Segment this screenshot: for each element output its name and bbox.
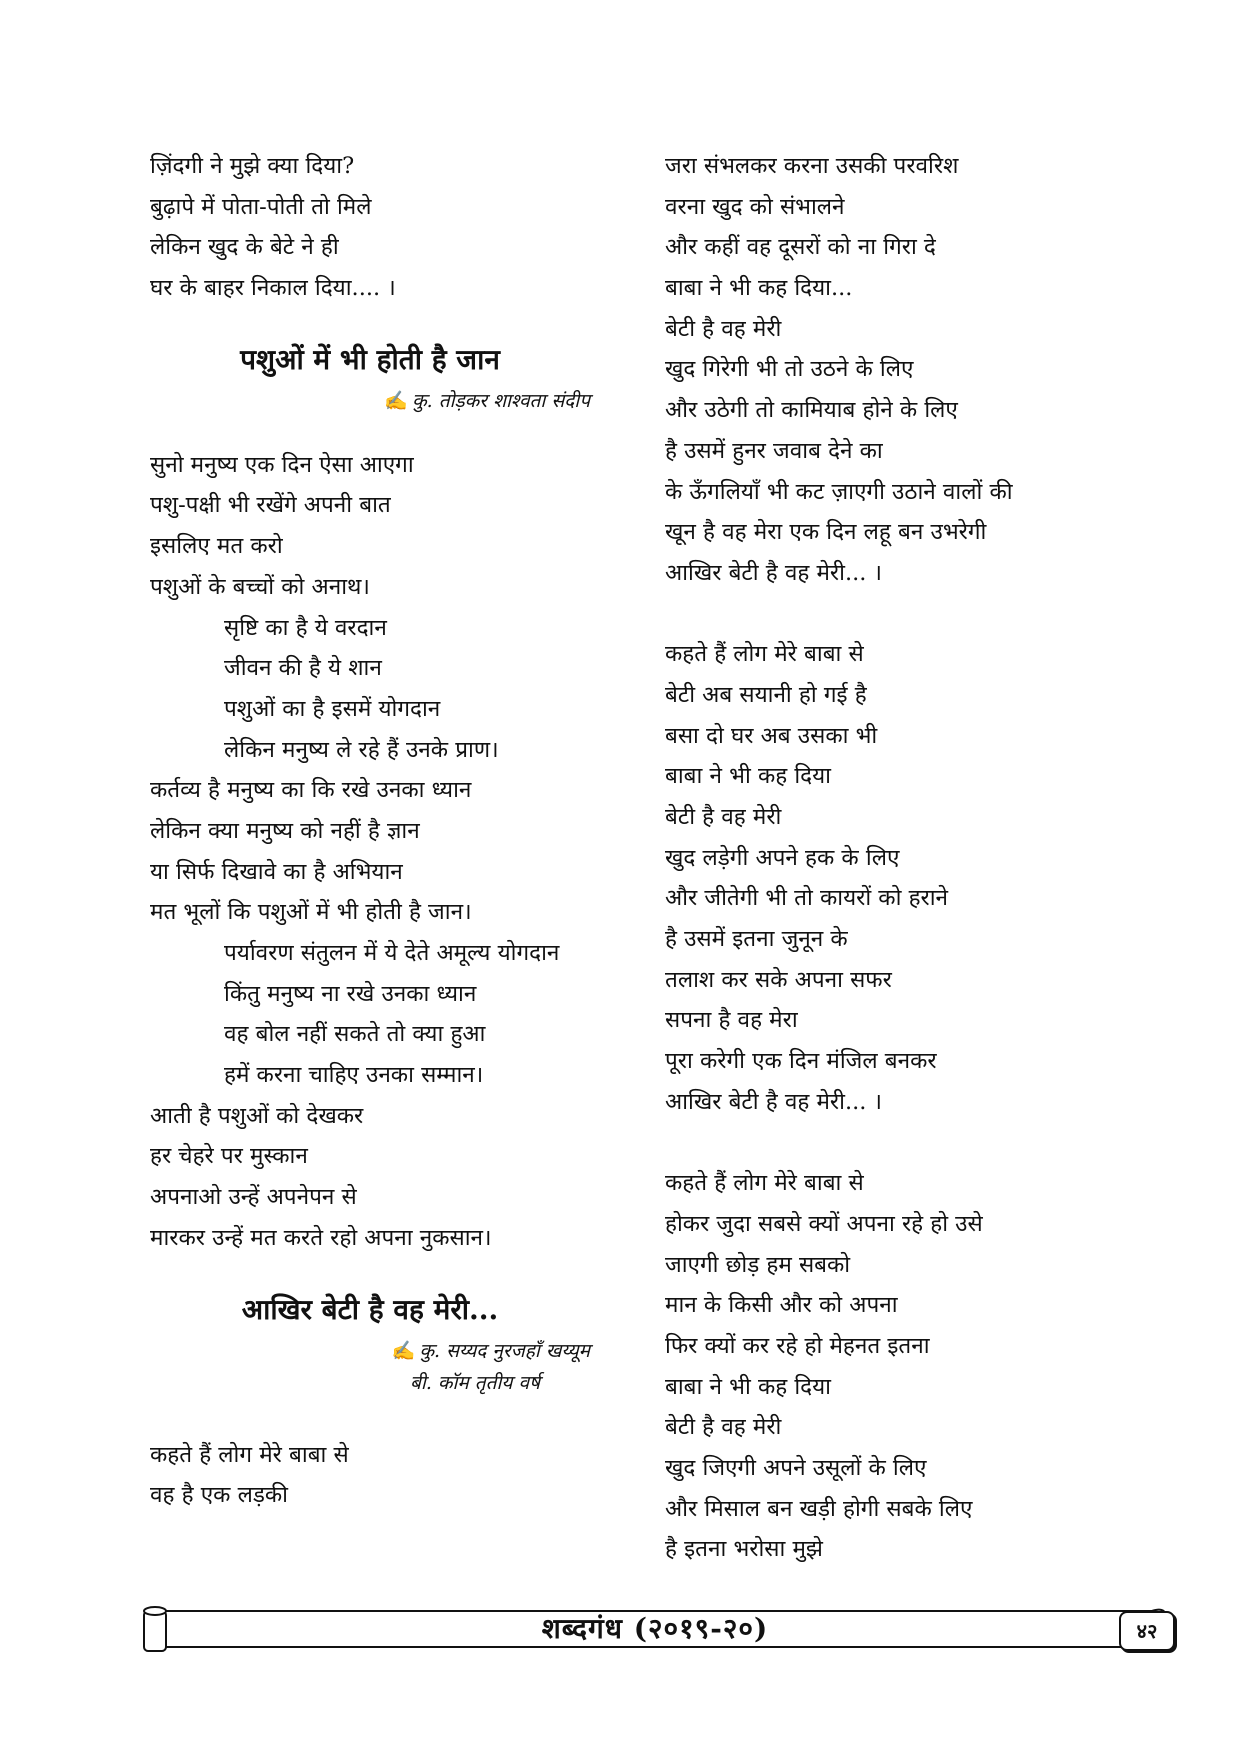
poem-line: हर चेहरे पर मुस्कान xyxy=(150,1143,308,1170)
poem-line: कर्तव्य है मनुष्य का कि रखे उनका ध्यान xyxy=(150,777,472,804)
poem-line: सृष्टि का है ये वरदान xyxy=(224,614,387,641)
poem-line: मान के किसी और को अपना xyxy=(665,1292,898,1319)
page-number: ४२ xyxy=(1119,1611,1175,1651)
poem-line: जरा संभलकर करना उसकी परवरिश xyxy=(665,153,959,179)
poem-line: बसा दो घर अब उसका भी xyxy=(665,722,878,749)
poem-line: आखिर बेटी है वह मेरी... । xyxy=(665,559,883,586)
poem-line: पशुओं का है इसमें योगदान xyxy=(224,695,441,722)
poem2-author-name: कु. सय्यद नुरजहाँ खय्यूम xyxy=(419,1339,590,1362)
poem1-author xyxy=(150,385,590,417)
stanza-2 xyxy=(665,634,1085,1122)
poem-line: और जीतेगी भी तो कायरों को हराने xyxy=(665,885,949,912)
poem-line: खुद गिरेगी भी तो उठने के लिए xyxy=(665,356,914,383)
poem-line: आती है पशुओं को देखकर xyxy=(150,1102,364,1129)
poem-line: पशुओं के बच्चों को अनाथ। xyxy=(150,573,370,600)
poem-line: हमें करना चाहिए उनका सम्मान। xyxy=(224,1062,484,1089)
poem-line: और मिसाल बन खड़ी होगी सबके लिए xyxy=(665,1495,973,1522)
poem1-body xyxy=(150,445,650,1259)
poem2-class: बी. कॉम तृतीय वर्ष xyxy=(410,1371,540,1394)
poem-line: वरना खुद को संभालने xyxy=(665,193,845,220)
poem-line: सपना है वह मेरा xyxy=(665,1007,798,1034)
poem-line: कहते हैं लोग मेरे बाबा से xyxy=(150,1441,349,1468)
poem-line: अपनाओ उन्हें अपनेपन से xyxy=(150,1184,357,1211)
poem-line: ज़िंदगी ने मुझे क्या दिया? xyxy=(150,153,355,179)
poem-line: आखिर बेटी है वह मेरी... । xyxy=(665,1088,883,1115)
poem-line: होकर जुदा सबसे क्यों अपना रहे हो उसे xyxy=(665,1210,983,1237)
poem2-body-start xyxy=(150,1435,650,1516)
poem-line: जाएगी छोड़ हम सबको xyxy=(665,1251,851,1278)
poem-line: मत भूलों कि पशुओं में भी होती है जान। xyxy=(150,899,472,926)
footer-banner xyxy=(140,1605,1170,1653)
poem-line: है उसमें हुनर जवाब देने का xyxy=(665,437,883,464)
poem-line: है उसमें इतना जुनून के xyxy=(665,926,848,953)
poem1-title: पशुओं में भी होती है जान xyxy=(240,342,500,376)
poem-line: घर के बाहर निकाल दिया.... । xyxy=(150,275,396,302)
poem-line: पूरा करेगी एक दिन मंजिल बनकर xyxy=(665,1048,937,1075)
poem-line: लेकिन क्या मनुष्य को नहीं है ज्ञान xyxy=(150,817,420,844)
poem-line: लेकिन खुद के बेटे ने ही xyxy=(150,234,339,261)
poem-line: कहते हैं लोग मेरे बाबा से xyxy=(665,641,864,668)
poem-line: बेटी अब सयानी हो गई है xyxy=(665,681,867,708)
poem-line: के ऊँगलियाँ भी कट ज़ाएगी उठाने वालों की xyxy=(665,478,1013,505)
poem-line: इसलिए मत करो xyxy=(150,533,283,560)
poem-line: तलाश कर सके अपना सफर xyxy=(665,966,892,993)
poem-line: है इतना भरोसा मुझे xyxy=(665,1536,823,1563)
poem-line: पशु-पक्षी भी रखेंगे अपनी बात xyxy=(150,492,391,519)
poem1-author-name: कु. तोड़कर शाश्वता संदीप xyxy=(412,389,590,412)
poem-line: और उठेगी तो कामियाब होने के लिए xyxy=(665,397,958,424)
poem-line: खुद लड़ेगी अपने हक के लिए xyxy=(665,844,900,871)
poem-line: बाबा ने भी कह दिया... xyxy=(665,275,853,302)
poem2-title: आखिर बेटी है वह मेरी... xyxy=(241,1292,499,1326)
poem-line: खून है वह मेरा एक दिन लहू बन उभरेगी xyxy=(665,519,987,546)
poem-line: पर्यावरण संतुलन में ये देते अमूल्य योगदान xyxy=(224,940,560,966)
poem-line: बाबा ने भी कह दिया xyxy=(665,763,831,790)
intro-stanza xyxy=(150,146,650,309)
pen-nib-icon: ✍ xyxy=(384,389,409,412)
right-column xyxy=(665,146,1085,1570)
poem-line: जीवन की है ये शान xyxy=(224,655,382,682)
poem-line: किंतु मनुष्य ना रखे उनका ध्यान xyxy=(224,980,477,1007)
poem2-author xyxy=(150,1335,590,1367)
left-column xyxy=(150,146,650,1516)
poem-line: या सिर्फ दिखावे का है अभियान xyxy=(150,858,403,885)
poem-line: बाबा ने भी कह दिया xyxy=(665,1373,831,1400)
poem-line: खुद जिएगी अपने उसूलों के लिए xyxy=(665,1455,927,1481)
poem-line: बेटी है वह मेरी xyxy=(665,804,782,830)
poem-line: और कहीं वह दूसरों को ना गिरा दे xyxy=(665,234,936,261)
pen-nib-icon: ✍ xyxy=(391,1339,416,1362)
publication-title: शब्दगंध (२०१९-२०) xyxy=(541,1612,769,1645)
poem-line: वह बोल नहीं सकते तो क्या हुआ xyxy=(224,1021,486,1048)
poem-line: बेटी है वह मेरी xyxy=(665,1414,782,1441)
poem-line: लेकिन मनुष्य ले रहे हैं उनके प्राण। xyxy=(224,736,499,763)
poem-line: कहते हैं लोग मेरे बाबा से xyxy=(665,1170,864,1197)
poem-line: वह है एक लड़की xyxy=(150,1482,288,1509)
poem-line: बेटी है वह मेरी xyxy=(665,315,782,342)
stanza-3 xyxy=(665,1163,1085,1570)
poem-line: मारकर उन्हें मत करते रहो अपना नुकसान। xyxy=(150,1224,492,1251)
poem-line: बुढ़ापे में पोता-पोती तो मिले xyxy=(150,193,372,220)
stanza-1 xyxy=(665,146,1085,594)
poem-line: सुनो मनुष्य एक दिन ऐसा आएगा xyxy=(150,451,414,478)
poem-line: फिर क्यों कर रहे हो मेहनत इतना xyxy=(665,1332,930,1359)
